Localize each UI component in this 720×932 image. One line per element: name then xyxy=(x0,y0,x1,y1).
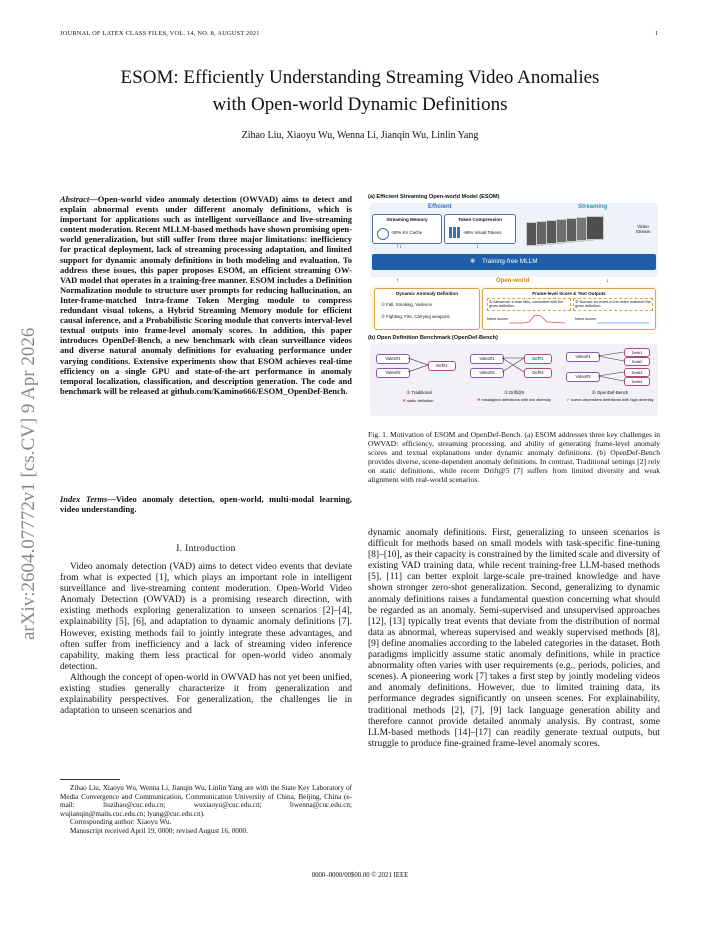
dynamic-item-1: ① Fall, Smoking, Violence xyxy=(381,302,432,307)
panel-a-title: (a) Efficient Streaming Open-world Model (ESOM) xyxy=(368,194,500,200)
intro-right-paragraph: dynamic anomaly definitions. First, generalizing to unseen scenarios is difficult for methods based on small models with task-specific fine-tuning [8]–[10], as their capacity is constrained by the limited scale and diversity of existing VAD training data, while recent training-free LLM-based methods [5], [11] can better exploit large-scale pre-trained knowledge and have shown stronger zero-shot generalization. Second, generalizing to dynamic anomaly definitions raises a fundamental question concerning what should be regarded as an anomaly. Semi-supervised and unsupervised approaches [12], [13] typically treat events that deviate from the distribution of normal data as abnormal, whereas supervised and weakly supervised methods [8], [9] define anomalies according to the labeled categories in the dataset. Both paradigms implicitly assume static anomaly definitions, while in practice abnormality often varies with user requirements (e.g., periods, policies, and scenes). A pioneering work [7] takes a first step by jointly modeling videos and anomaly definitions. However, due to limited training data, its performance degrades significantly on unseen scenes. For explainability, traditional methods [2], [7], [9] lack language generation ability and therefore cannot provide detailed anomaly analysis. By contrast, some LLM-based methods [14]–[17] can readily generate textual outputs, but struggle to produce fine-grained frame-level anomaly scores. xyxy=(368,528,660,749)
opendef-sub-text: scene-dependent definitions with high diversity xyxy=(570,397,654,402)
intro-paragraph-1: Video anomaly detection (VAD) aims to detect video events that deviate from what is expected [1], which plays an important role in intelligent surveillance and live-streaming content moderation. Open-World Video Anomaly Detection (OWVAD) is a promising research direction, with existing methods exploring generalization to unseen scenarios [2]–[4], explainability [5], [6], and adaptation to dynamic anomaly definitions [7]. However, existing methods fail to jointly integrate these advantages, and often suffer from inefficiency and a lack of streaming video inference capability, making them less practical for open-world video anomaly detection. xyxy=(60,562,352,672)
streaming-memory-box xyxy=(372,214,442,244)
arrow-up-down-icon: ↑↓ xyxy=(396,244,402,250)
arxiv-stamp: arXiv:2604.07772v1 [cs.CV] 9 Apr 2026 xyxy=(18,327,39,640)
open-links xyxy=(598,350,624,384)
snowflake-icon: ❄ xyxy=(470,258,476,265)
video-stream-label: Video Stream xyxy=(635,224,651,234)
opendef-setting xyxy=(564,348,656,414)
flat-curve-icon xyxy=(597,313,649,325)
drift-sub xyxy=(472,398,556,403)
video-frames-stack xyxy=(526,216,626,246)
output-2: ② Normal: no event in the video matched the given definition. xyxy=(573,298,653,311)
token-title: Token Compression xyxy=(458,217,502,222)
arrow-down-icon-1: ↓ xyxy=(476,244,479,250)
token-compression-box xyxy=(444,214,516,244)
abstract-text: —Open-world video anomaly detection (OWVAD) aims to detect and explain abnormal events under different anomaly definitions, which is important for applications such as intelligent surveillance and live-streaming content moderation. Recent MLLM-based methods have shown promising open-world generalization, but still suffer from three major limitations: inefficiency for practical deployment, lack of streaming processing adaptation, and limited support for dynamic anomaly definitions in both modeling and evaluation. To address these issues, this paper proposes ESOM, an efficient streaming OW-VAD model that operates in a training-free manner. ESOM includes a Definition Normalization module to structure user prompts for reducing hallucination, an Inter-frame-matched Intra-frame Token Merging module to compress redundant visual tokens, a Hybrid Streaming Memory module for efficient causal inference, and a Probabilistic Scoring module that converts interval-level textual outputs into frame-level anomaly scores. In addition, this paper introduces OpenDef-Bench, a new benchmark with clean surveillance videos and diverse natural anomaly definitions for evaluating performance under varying conditions. Extensive experiments show that ESOM achieves real-time efficiency on a single GPU and state-of-the-art performance in anomaly temporal localization, classification, and description generation. The code and benchmark will be released at github.com/Kamino666/ESOM_OpenDef-Bench. xyxy=(60,194,352,396)
score-label-2: frame scores xyxy=(575,317,596,321)
efficient-label: Efficient xyxy=(428,204,452,210)
title-line-2: with Open-world Dynamic Definitions xyxy=(212,94,508,115)
drift-setting xyxy=(468,348,560,414)
check-icon: ✔ xyxy=(566,397,571,402)
section-heading: I. Introduction xyxy=(176,544,236,554)
paper-title xyxy=(60,64,660,118)
drift-links xyxy=(502,356,524,376)
abstract-lead: Abstract xyxy=(60,194,90,204)
mllm-label: Training-free MLLM xyxy=(482,257,538,265)
arrow-up-icon: ↑ xyxy=(396,278,399,284)
author-list: Zihao Liu, Xiaoyu Wu, Wenna Li, Jianqin Wu, Linlin Yang xyxy=(241,130,479,141)
video-2-tag: Video#2 xyxy=(376,368,410,378)
footnote-affiliation: Zihao Liu, Xiaoyu Wu, Wenna Li, Jianqin Wu, Linlin Yang are with the State Key Laboratory of Media Convergence and Communication, Communication University of China, Beijing, China (e-mail: liuzihao@cuc.edu.cn; wuxiaoyu@cuc.edu.cn; liwenna@cuc.edu.cn; wujianqin@mails.cuc.edu.cn; lyang@cuc.edu.cn). xyxy=(60,784,352,818)
drift-def-2-tag: Def#2 xyxy=(524,368,552,378)
traditional-links xyxy=(408,356,428,376)
traditional-setting xyxy=(374,348,464,414)
opendef-title: ③ OpenDef-Bench xyxy=(591,390,629,395)
traditional-sub-text: static definition xyxy=(407,398,434,403)
open-def-4-tag: Def#4 xyxy=(624,377,650,386)
panel-b-title: (b) Open Definition Benchmark (OpenDef-Bench) xyxy=(368,335,498,341)
page-number: 1 xyxy=(655,30,659,37)
copyright-footer: 0000–0000/00$00.00 © 2021 IEEE xyxy=(311,872,409,879)
dynamic-definition-box xyxy=(374,288,480,330)
index-terms xyxy=(60,494,352,514)
footnote xyxy=(60,784,352,836)
title-line-1: ESOM: Efficiently Understanding Streaming Video Anomalies xyxy=(120,67,600,88)
drift-video-2-tag: Video#2 xyxy=(470,368,504,378)
abstract xyxy=(60,194,352,396)
drift-cross-icon: ✖ xyxy=(477,397,482,402)
traditional-sub xyxy=(378,398,458,403)
dynamic-item-2: ② Fighting, Fire, Carrying weapons xyxy=(381,314,450,319)
index-terms-lead: Index Terms xyxy=(60,494,108,504)
opendef-sub xyxy=(566,398,654,403)
open-def-2-tag: Def#2 xyxy=(624,357,650,366)
memory-title: Streaming Memory xyxy=(386,217,428,222)
def-1-tag: Def#1 xyxy=(428,361,456,371)
traditional-title: ① Traditional xyxy=(406,390,432,395)
intro-right-column xyxy=(368,528,660,750)
dynamic-title: Dynamic Anomaly Definition xyxy=(395,291,459,296)
open-video-1-tag: Video#1 xyxy=(566,352,600,362)
anomaly-curve-icon xyxy=(509,313,565,325)
output-1: ① Abnormal: a man falls, consistent with the given definition. xyxy=(487,298,571,311)
score-output-box xyxy=(482,288,656,330)
footnote-rule xyxy=(60,779,120,780)
intro-paragraph-2: Although the concept of open-world in OWVAD has not yet been unified, existing studies generally characterize it from generalization and explainability perspectives. For generalization, the challenges lie in adaptation to unseen scenarios and xyxy=(60,672,352,717)
score-title: Frame-level Score & Text Outputs xyxy=(532,291,606,296)
mllm-bar xyxy=(372,254,656,270)
drift-sub-text: misaligned definitions with low diversity xyxy=(481,397,551,402)
drift-video-1-tag: Video#1 xyxy=(470,354,504,364)
footnote-corresponding: Corresponding author: Xiaoyu Wu. xyxy=(70,818,172,827)
drift-title: ② Drift@5 xyxy=(503,390,525,395)
memory-text: -50% KV Cache xyxy=(391,230,423,235)
open-def-3-tag: Def#3 xyxy=(624,368,650,377)
intro-left-column xyxy=(60,562,352,717)
open-video-2-tag: Video#2 xyxy=(566,372,600,382)
token-text: -65% Visual Tokens xyxy=(463,230,502,235)
token-grid-icon xyxy=(449,227,460,238)
footnote-received: Manuscript received April 19, 0000; revised August 16, 0000. xyxy=(70,826,248,835)
video-1-tag: Video#1 xyxy=(376,354,410,364)
streaming-label: Streaming xyxy=(578,204,608,210)
open-def-1-tag: Def#1 xyxy=(624,348,650,357)
cross-icon: ✖ xyxy=(402,398,407,403)
index-terms-text: —Video anomaly detection, open-world, multi-modal learning, video understanding. xyxy=(60,494,352,515)
drift-def-1-tag: Def#1 xyxy=(524,354,552,364)
arrow-down-icon-2: ↓ xyxy=(606,278,609,284)
running-header: JOURNAL OF LATEX CLASS FILES, VOL. 14, NO. 8, AUGUST 2021 xyxy=(60,30,260,37)
database-icon xyxy=(377,228,389,240)
score-label-1: frame scores xyxy=(487,317,508,321)
openworld-label: Open-world xyxy=(496,278,530,284)
figure-caption: Fig. 1. Motivation of ESOM and OpenDef-Bench. (a) ESOM addresses three key challenges in OWVAD: efficiency, streaming processing, and ability of generating frame-level anomaly scores and textual explanations under dynamic anomaly definitions. (b) OpenDef-Bench provides diverse, scene-dependent anomaly definitions. In contrast, Traditional settings [2] rely on static definitions, while recent Drift@5 [7] suffers from limited diversity and weak alignment with real-world scenarios. xyxy=(368,430,660,484)
figure-1 xyxy=(368,194,660,419)
